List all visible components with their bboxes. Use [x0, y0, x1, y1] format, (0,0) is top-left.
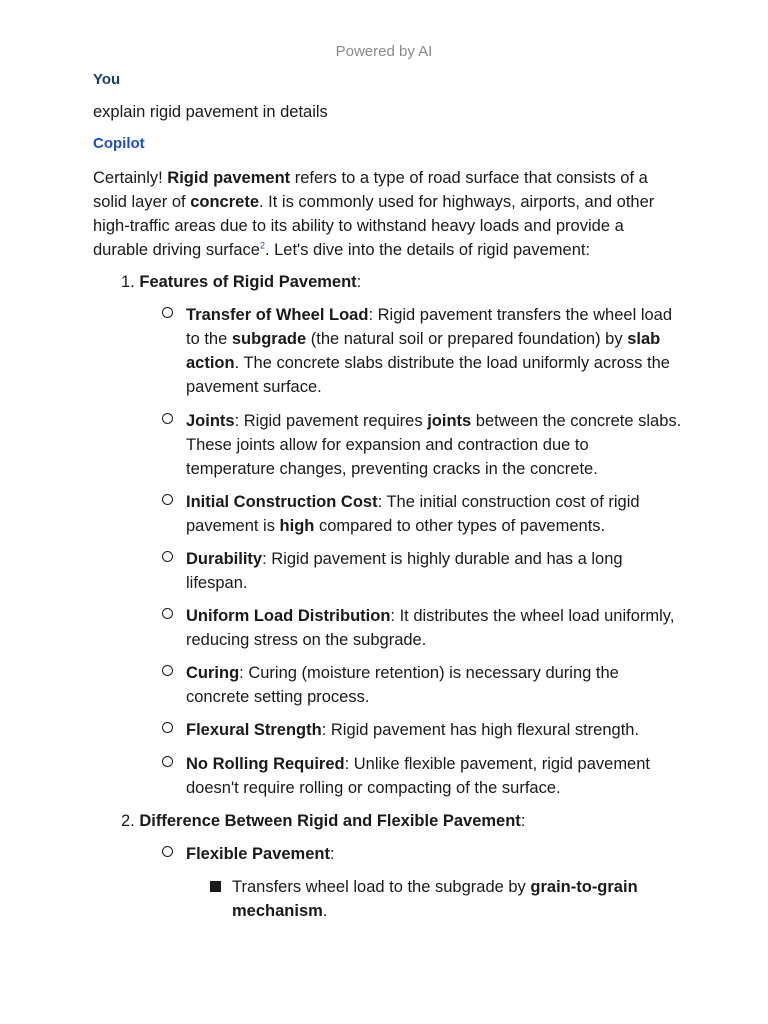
hollow-bullet-icon	[162, 307, 173, 318]
intro-paragraph: Certainly! Rigid pavement refers to a type of road surface that consists of a solid layer of concrete. It is commonly used for highways, airports, and other high-traffic areas due to its ability to withstand heavy loads and provide a durable driving surface$^2$. Let's dive into the details of rigid pavement:	[93, 169, 655, 259]
hollow-bullet-icon	[162, 494, 173, 505]
citation-link[interactable]: 2	[259, 240, 265, 251]
hollow-bullet-icon	[162, 846, 173, 857]
flexible-pavement-item: Flexible Pavement:	[162, 842, 682, 866]
user-label: You	[93, 71, 121, 88]
feature-item: Initial Construction Cost: The initial construction cost of rigid pavement is high compared to other types of pavements.	[162, 490, 682, 538]
feature-item: Flexural Strength: Rigid pavement has high flexural strength.	[162, 718, 682, 742]
hollow-bullet-icon	[162, 413, 173, 424]
square-bullet-icon	[210, 881, 221, 892]
feature-item: Joints: Rigid pavement requires joints between the concrete slabs. These joints allow for expansion and contraction due to temperature changes, preventing cracks in the concrete.	[162, 409, 682, 481]
hollow-bullet-icon	[162, 756, 173, 767]
feature-item: Transfer of Wheel Load: Rigid pavement transfers the wheel load to the subgrade (the natural soil or prepared foundation) by slab action. The concrete slabs distribute the load uniformly across the pavement surface.	[162, 303, 682, 399]
flexible-point-item: Transfers wheel load to the subgrade by grain-to-grain mechanism.	[210, 875, 680, 923]
hollow-bullet-icon	[162, 722, 173, 733]
feature-item: No Rolling Required: Unlike flexible pavement, rigid pavement doesn't require rolling or compacting of the surface.	[162, 752, 682, 800]
feature-item: Uniform Load Distribution: It distributes the wheel load uniformly, reducing stress on the subgrade.	[162, 604, 682, 652]
hollow-bullet-icon	[162, 551, 173, 562]
section-heading-difference: 2. Difference Between Rigid and Flexible Pavement:	[121, 812, 526, 830]
assistant-label: Copilot	[93, 135, 145, 152]
hollow-bullet-icon	[162, 608, 173, 619]
user-question: explain rigid pavement in details	[93, 103, 328, 121]
feature-item: Curing: Curing (moisture retention) is necessary during the concrete setting process.	[162, 661, 682, 709]
section-heading-features: 1. Features of Rigid Pavement:	[121, 273, 362, 291]
powered-by-label: Powered by AI	[335, 43, 433, 60]
hollow-bullet-icon	[162, 665, 173, 676]
feature-item: Durability: Rigid pavement is highly durable and has a long lifespan.	[162, 547, 682, 595]
